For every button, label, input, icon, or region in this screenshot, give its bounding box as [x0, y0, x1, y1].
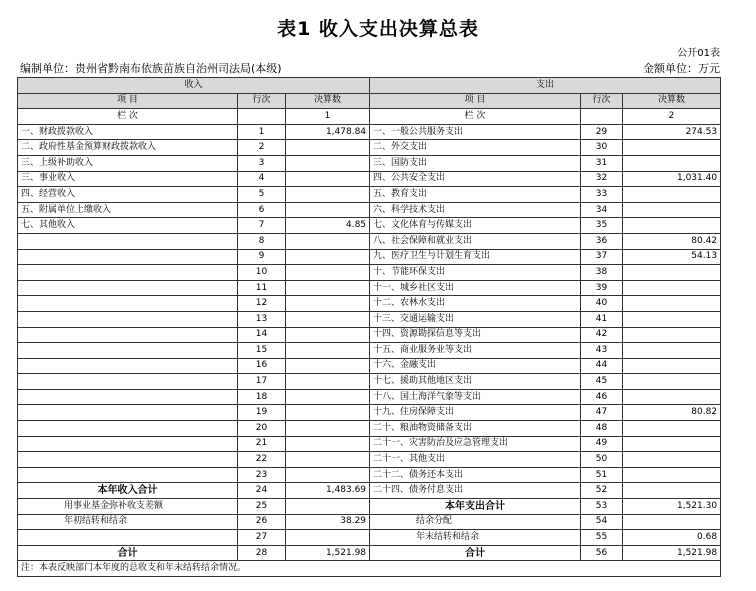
table-body — [18, 78, 721, 561]
income-row-number: 4 — [238, 171, 286, 187]
income-amount — [286, 499, 370, 515]
expense-row-number: 37 — [581, 249, 623, 265]
expense-item: 十五、商业服务业等支出 — [370, 343, 581, 359]
expense-amount: 0.68 — [623, 530, 721, 546]
income-item — [18, 389, 238, 405]
table-row — [18, 358, 721, 374]
income-row-number: 8 — [238, 233, 286, 249]
expense-item: 年末结转和结余 — [370, 530, 581, 546]
table-row — [18, 233, 721, 249]
expense-amount — [623, 421, 721, 437]
income-rowno-header: 行次 — [238, 93, 286, 109]
income-row-number: 21 — [238, 436, 286, 452]
expense-item-header: 项 目 — [370, 93, 581, 109]
expense-item: 十六、金融支出 — [370, 358, 581, 374]
expense-row-number: 53 — [581, 499, 623, 515]
expense-item: 十七、援助其他地区支出 — [370, 374, 581, 390]
expense-item: 七、文化体育与传媒支出 — [370, 218, 581, 234]
expense-amount — [623, 280, 721, 296]
income-row-number: 15 — [238, 343, 286, 359]
expense-item: 二十、粮油物资储备支出 — [370, 421, 581, 437]
expense-row-number: 39 — [581, 280, 623, 296]
table-row — [18, 218, 721, 234]
expense-column-label: 栏 次 — [370, 109, 581, 125]
expense-amount: 54.13 — [623, 249, 721, 265]
income-item — [18, 296, 238, 312]
table-row — [18, 140, 721, 156]
income-amount — [286, 358, 370, 374]
income-item — [18, 374, 238, 390]
table-row — [18, 389, 721, 405]
income-row-number: 7 — [238, 218, 286, 234]
income-row-number: 19 — [238, 405, 286, 421]
expense-row-number: 29 — [581, 124, 623, 140]
income-item — [18, 311, 238, 327]
table-row — [18, 483, 721, 499]
expense-amount — [623, 202, 721, 218]
income-amount — [286, 405, 370, 421]
expense-amount — [623, 140, 721, 156]
income-item — [18, 467, 238, 483]
expense-amount — [623, 389, 721, 405]
income-item: 一、财政拨款收入 — [18, 124, 238, 140]
expense-rowno-blank — [581, 109, 623, 125]
expense-item: 合计 — [370, 545, 581, 561]
income-section-header: 收入 — [18, 78, 370, 94]
income-row-number: 25 — [238, 499, 286, 515]
income-amount — [286, 155, 370, 171]
income-item: 七、其他收入 — [18, 218, 238, 234]
expense-item: 四、公共安全支出 — [370, 171, 581, 187]
expense-row-number: 41 — [581, 311, 623, 327]
amount-unit: 金额单位：万元 — [643, 62, 720, 75]
income-item — [18, 280, 238, 296]
expense-section-header: 支出 — [370, 78, 721, 94]
expense-item: 本年支出合计 — [370, 499, 581, 515]
table-row — [18, 421, 721, 437]
income-amount-header: 决算数 — [286, 93, 370, 109]
income-row-number: 23 — [238, 467, 286, 483]
income-item: 五、附属单位上缴收入 — [18, 202, 238, 218]
expense-item: 十八、国土海洋气象等支出 — [370, 389, 581, 405]
income-item — [18, 530, 238, 546]
table-row — [18, 171, 721, 187]
table-row — [18, 124, 721, 140]
reporting-unit: 编制单位：贵州省黔南布依族苗族自治州司法局(本级) — [20, 62, 282, 75]
expense-row-number: 30 — [581, 140, 623, 156]
income-amount: 1,483.69 — [286, 483, 370, 499]
expense-row-number: 52 — [581, 483, 623, 499]
income-item — [18, 249, 238, 265]
expense-column-index: 2 — [623, 109, 721, 125]
table-row — [18, 530, 721, 546]
expense-item: 二十一、其他支出 — [370, 452, 581, 468]
table-note: 注：本表反映部门本年度的总收支和年末结转结余情况。 — [18, 561, 721, 577]
income-row-number: 22 — [238, 452, 286, 468]
table-row — [18, 280, 721, 296]
table-row — [18, 374, 721, 390]
note-row — [18, 561, 721, 577]
income-row-number: 9 — [238, 249, 286, 265]
expense-row-number: 56 — [581, 545, 623, 561]
expense-amount — [623, 311, 721, 327]
expense-row-number: 33 — [581, 187, 623, 203]
income-row-number: 17 — [238, 374, 286, 390]
expense-amount: 1,521.98 — [623, 545, 721, 561]
income-amount — [286, 202, 370, 218]
expense-row-number: 35 — [581, 218, 623, 234]
expense-amount — [623, 327, 721, 343]
expense-row-number: 36 — [581, 233, 623, 249]
income-amount — [286, 343, 370, 359]
table-row — [18, 452, 721, 468]
income-item — [18, 358, 238, 374]
expense-item: 一、一般公共服务支出 — [370, 124, 581, 140]
income-amount: 1,478.84 — [286, 124, 370, 140]
income-row-number: 12 — [238, 296, 286, 312]
income-row-number: 26 — [238, 514, 286, 530]
expense-row-number: 42 — [581, 327, 623, 343]
expense-amount: 274.53 — [623, 124, 721, 140]
income-item — [18, 405, 238, 421]
income-item — [18, 421, 238, 437]
expense-item: 十二、农林水支出 — [370, 296, 581, 312]
income-amount — [286, 327, 370, 343]
income-row-number: 10 — [238, 265, 286, 281]
income-expense-table — [17, 77, 721, 577]
income-row-number: 27 — [238, 530, 286, 546]
page-title: 表1 收入支出决算总表 — [277, 18, 479, 40]
income-item: 二、政府性基金预算财政拨款收入 — [18, 140, 238, 156]
income-row-number: 16 — [238, 358, 286, 374]
expense-row-number: 47 — [581, 405, 623, 421]
expense-amount — [623, 514, 721, 530]
expense-item: 九、医疗卫生与计划生育支出 — [370, 249, 581, 265]
expense-item: 结余分配 — [370, 514, 581, 530]
income-item — [18, 233, 238, 249]
income-amount — [286, 389, 370, 405]
income-row-number: 14 — [238, 327, 286, 343]
expense-item: 二十一、灾害防治及应急管理支出 — [370, 436, 581, 452]
expense-row-number: 32 — [581, 171, 623, 187]
expense-amount — [623, 187, 721, 203]
expense-amount — [623, 467, 721, 483]
expense-amount — [623, 374, 721, 390]
income-item: 四、经营收入 — [18, 187, 238, 203]
table-row — [18, 296, 721, 312]
income-amount — [286, 421, 370, 437]
income-rowno-blank — [238, 109, 286, 125]
table-row — [18, 436, 721, 452]
expense-item: 十三、交通运输支出 — [370, 311, 581, 327]
header-row-columns — [18, 93, 721, 109]
income-item: 三、事业收入 — [18, 171, 238, 187]
expense-row-number: 44 — [581, 358, 623, 374]
expense-amount: 1,521.30 — [623, 499, 721, 515]
income-item: 合计 — [18, 545, 238, 561]
table-row — [18, 343, 721, 359]
income-row-number: 24 — [238, 483, 286, 499]
income-item: 年初结转和结余 — [18, 514, 238, 530]
table-row — [18, 467, 721, 483]
income-amount — [286, 436, 370, 452]
expense-amount — [623, 218, 721, 234]
income-amount — [286, 233, 370, 249]
expense-row-number: 31 — [581, 155, 623, 171]
expense-item: 二十二、债务还本支出 — [370, 467, 581, 483]
income-item — [18, 452, 238, 468]
expense-item: 二、外交支出 — [370, 140, 581, 156]
expense-amount — [623, 296, 721, 312]
expense-item: 六、科学技术支出 — [370, 202, 581, 218]
table-row — [18, 155, 721, 171]
income-amount: 4.85 — [286, 218, 370, 234]
income-amount — [286, 187, 370, 203]
income-row-number: 3 — [238, 155, 286, 171]
expense-item: 三、国防支出 — [370, 155, 581, 171]
income-item — [18, 265, 238, 281]
income-amount — [286, 467, 370, 483]
expense-item: 十一、城乡社区支出 — [370, 280, 581, 296]
income-column-label: 栏 次 — [18, 109, 238, 125]
income-amount: 1,521.98 — [286, 545, 370, 561]
income-row-number: 6 — [238, 202, 286, 218]
income-row-number: 20 — [238, 421, 286, 437]
table-row — [18, 202, 721, 218]
income-item — [18, 343, 238, 359]
table-row — [18, 265, 721, 281]
table-row — [18, 249, 721, 265]
form-number: 公开01表 — [677, 48, 720, 59]
income-column-index: 1 — [286, 109, 370, 125]
expense-row-number: 50 — [581, 452, 623, 468]
table-row — [18, 499, 721, 515]
income-item-header: 项 目 — [18, 93, 238, 109]
expense-row-number: 54 — [581, 514, 623, 530]
table-row — [18, 514, 721, 530]
income-amount — [286, 140, 370, 156]
income-row-number: 18 — [238, 389, 286, 405]
income-item: 用事业基金弥补收支差额 — [18, 499, 238, 515]
expense-item: 八、社会保障和就业支出 — [370, 233, 581, 249]
income-row-number: 28 — [238, 545, 286, 561]
expense-amount — [623, 483, 721, 499]
income-row-number: 5 — [238, 187, 286, 203]
expense-rowno-header: 行次 — [581, 93, 623, 109]
expense-amount — [623, 343, 721, 359]
expense-amount — [623, 155, 721, 171]
income-row-number: 13 — [238, 311, 286, 327]
expense-amount — [623, 265, 721, 281]
table-row — [18, 545, 721, 561]
table-row — [18, 327, 721, 343]
income-amount — [286, 530, 370, 546]
income-amount: 38.29 — [286, 514, 370, 530]
table-row — [18, 311, 721, 327]
income-row-number: 1 — [238, 124, 286, 140]
expense-item: 十九、住房保障支出 — [370, 405, 581, 421]
expense-item: 十、节能环保支出 — [370, 265, 581, 281]
expense-row-number: 34 — [581, 202, 623, 218]
expense-item: 五、教育支出 — [370, 187, 581, 203]
expense-row-number: 48 — [581, 421, 623, 437]
income-amount — [286, 280, 370, 296]
income-row-number: 2 — [238, 140, 286, 156]
income-amount — [286, 452, 370, 468]
expense-item: 十四、资源勘探信息等支出 — [370, 327, 581, 343]
income-amount — [286, 249, 370, 265]
expense-row-number: 40 — [581, 296, 623, 312]
expense-amount: 1,031.40 — [623, 171, 721, 187]
expense-amount-header: 决算数 — [623, 93, 721, 109]
expense-amount — [623, 452, 721, 468]
expense-amount: 80.82 — [623, 405, 721, 421]
header-row-column-index — [18, 109, 721, 125]
expense-row-number: 43 — [581, 343, 623, 359]
expense-amount — [623, 436, 721, 452]
expense-row-number: 51 — [581, 467, 623, 483]
income-amount — [286, 265, 370, 281]
income-amount — [286, 171, 370, 187]
header-row-section — [18, 78, 721, 94]
income-row-number: 11 — [238, 280, 286, 296]
expense-amount: 80.42 — [623, 233, 721, 249]
expense-row-number: 55 — [581, 530, 623, 546]
expense-row-number: 45 — [581, 374, 623, 390]
expense-row-number: 38 — [581, 265, 623, 281]
expense-row-number: 49 — [581, 436, 623, 452]
table-row — [18, 187, 721, 203]
table-row — [18, 405, 721, 421]
expense-item: 二十四、债务付息支出 — [370, 483, 581, 499]
income-item: 三、上级补助收入 — [18, 155, 238, 171]
income-amount — [286, 296, 370, 312]
expense-row-number: 46 — [581, 389, 623, 405]
income-amount — [286, 374, 370, 390]
income-amount — [286, 311, 370, 327]
expense-amount — [623, 358, 721, 374]
income-item — [18, 327, 238, 343]
income-item — [18, 436, 238, 452]
income-item: 本年收入合计 — [18, 483, 238, 499]
